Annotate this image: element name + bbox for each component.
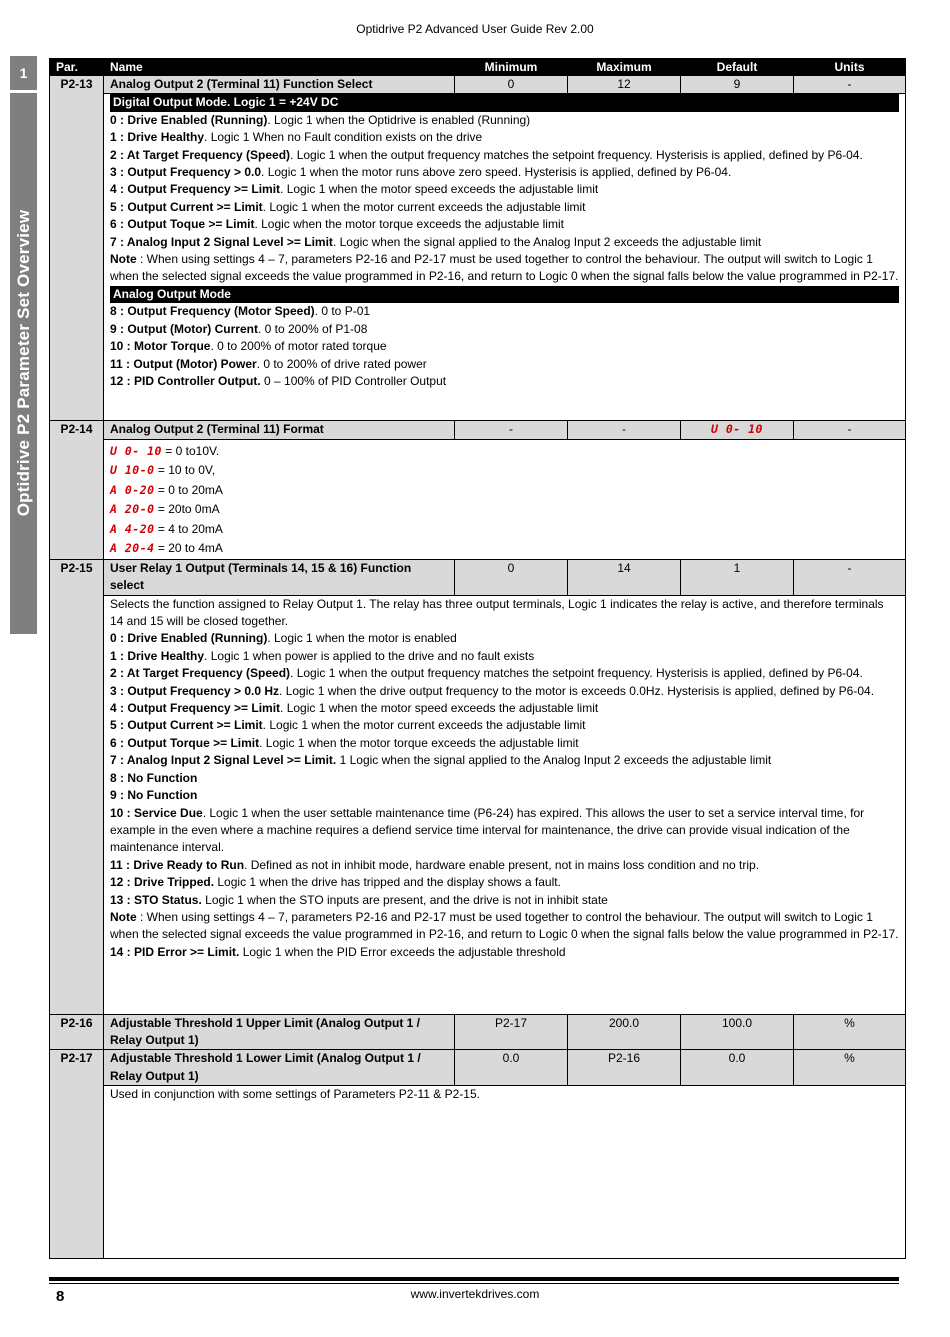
seven-seg-default: U 0- 10: [711, 422, 763, 437]
desc-line: [110, 648, 899, 665]
param-units: %: [794, 1050, 906, 1086]
desc-line-key: 9 : No Function: [110, 788, 198, 803]
desc-line-text: Logic 1 when the PID Error exceeds the adjustable threshold: [239, 944, 566, 959]
desc-line: [110, 700, 899, 717]
desc-line-text: . Logic 1 when the motor current exceeds the adjustable limit: [262, 199, 586, 214]
col-max: Maximum: [568, 59, 681, 76]
format-desc: = 20to 0mA: [154, 502, 220, 517]
format-option: [110, 442, 899, 462]
param-units: -: [794, 559, 906, 595]
desc-line: [110, 181, 899, 198]
param-default: [681, 421, 794, 439]
format-option: [110, 500, 899, 520]
desc-line: [110, 147, 899, 164]
desc-line-text: . Logic 1 when the motor torque exceeds the adjustable limit: [259, 735, 579, 750]
desc-line-text: . Logic 1 when the motor speed exceeds the adjustable limit: [280, 701, 599, 716]
desc-line-text: . Logic 1 when the motor current exceeds the adjustable limit: [262, 718, 586, 733]
page-number: 8: [56, 1288, 65, 1305]
desc-line-key: 3 : Output Frequency > 0.0: [110, 165, 262, 180]
param-id: P2-16: [50, 1014, 104, 1050]
desc-line: [110, 665, 899, 682]
param-name: Adjustable Threshold 1 Upper Limit (Analog Output 1 / Relay Output 1): [104, 1014, 455, 1050]
desc-line-key: 6 : Output Toque >= Limit: [110, 217, 255, 232]
seven-seg-code: U 0- 10: [110, 443, 162, 458]
desc-line-key: 5 : Output Current >= Limit: [110, 718, 263, 733]
param-min: 0: [455, 76, 568, 94]
param-max: 14: [568, 559, 681, 595]
desc-line-key: 12 : PID Controller Output.: [110, 373, 261, 388]
desc-line-key: 4 : Output Frequency >= Limit: [110, 701, 281, 716]
seven-seg-code: U 10-0: [110, 463, 155, 478]
seven-seg-code: A 4-20: [110, 521, 155, 536]
desc-line-text: . Logic 1 when the user settable maintenance time (P6-24) has expired. This allows the user to set a service interval time, for example in the even where a machine requires a defiend service time interval for maintenance, the drive can provide visual indication of the maintenance interval.: [110, 805, 865, 855]
param-desc-text: Used in conjunction with some settings of Parameters P2-11 & P2-15.: [104, 1086, 906, 1259]
desc-line: [110, 373, 899, 390]
desc-line-text: . Defined as not in inhibit mode, hardware enable present, not in mains loss condition and no trip.: [244, 857, 760, 872]
col-name: Name: [104, 59, 455, 76]
param-min: P2-17: [455, 1014, 568, 1050]
desc-line: [110, 356, 899, 373]
footer-rule: [49, 1277, 899, 1281]
desc-line: [110, 770, 899, 787]
param-max: -: [568, 421, 681, 439]
desc-line-text: . Logic 1 When no Fault condition exists on the drive: [204, 130, 483, 145]
desc-line: [110, 303, 899, 320]
desc-line-key: Note: [110, 252, 137, 267]
col-min: Minimum: [455, 59, 568, 76]
desc-line: [110, 944, 899, 961]
param-row-p2-14: [50, 421, 906, 439]
param-name: User Relay 1 Output (Terminals 14, 15 & 16) Function select: [104, 559, 455, 595]
param-min: -: [455, 421, 568, 439]
desc-line: [110, 630, 899, 647]
param-default: 0.0: [681, 1050, 794, 1086]
col-par: Par.: [50, 59, 104, 76]
desc-line: [110, 164, 899, 181]
desc-line: [110, 892, 899, 909]
desc-line-text: . 0 to 200% of P1-08: [257, 321, 368, 336]
footer-rule-thin: [49, 1283, 899, 1284]
desc-line-key: 14 : PID Error >= Limit.: [110, 944, 240, 959]
param-row-p2-13: [50, 76, 906, 94]
desc-line-text: . Logic 1 when the motor is enabled: [267, 631, 457, 646]
footer-url: www.invertekdrives.com: [410, 1287, 540, 1301]
param-id: P2-13: [50, 76, 104, 421]
desc-line-key: 6 : Output Torque >= Limit: [110, 735, 260, 750]
desc-line-key: 4 : Output Frequency >= Limit: [110, 182, 281, 197]
format-desc: = 0 to 20mA: [154, 482, 223, 497]
desc-line-key: 8 : No Function: [110, 770, 198, 785]
desc-line-text: . Logic 1 when the motor runs above zero speed. Hysterisis is applied, defined by P6-04.: [261, 165, 732, 180]
desc-line-text: . Logic 1 when the drive output frequency to the motor is exceeds 0.0Hz. Hysterisis is applied, defined by P6-04.: [279, 683, 875, 698]
param-default: 9: [681, 76, 794, 94]
desc-line-key: Note: [110, 909, 137, 924]
desc-line-text: . 0 to 200% of motor rated torque: [210, 339, 387, 354]
desc-line-text: : When using settings 4 – 7, parameters P2-16 and P2-17 must be used together to control the behaviour. The output will switch to Logic 1 when the selected signal exceeds the value programmed in P2-16, and return to Logic 0 when the signal falls below the value programmed in P2-17.: [110, 909, 899, 942]
desc-line-key: 1 : Drive Healthy: [110, 130, 205, 145]
col-units: Units: [794, 59, 906, 76]
desc-line-text: 1 Logic when the signal applied to the Analog Input 2 exceeds the adjustable limit: [336, 753, 772, 768]
desc-line-key: 5 : Output Current >= Limit: [110, 199, 263, 214]
param-desc-p2-17: [50, 1086, 906, 1259]
param-row-p2-17: [50, 1050, 906, 1086]
desc-line-key: 0 : Drive Enabled (Running): [110, 631, 268, 646]
seven-seg-code: A 20-4: [110, 541, 155, 556]
desc-line-key: 0 : Drive Enabled (Running): [110, 112, 268, 127]
param-units: -: [794, 76, 906, 94]
desc-line-text: . 0 to P-01: [314, 304, 371, 319]
param-units: %: [794, 1014, 906, 1050]
desc-line: [110, 805, 899, 857]
param-row-p2-15: [50, 559, 906, 595]
param-name: Adjustable Threshold 1 Lower Limit (Analog Output 1 / Relay Output 1): [104, 1050, 455, 1086]
param-name: Analog Output 2 (Terminal 11) Function Select: [104, 76, 455, 94]
desc-line: [110, 216, 899, 233]
desc-line-key: 9 : Output (Motor) Current: [110, 321, 258, 336]
param-id: P2-14: [50, 421, 104, 559]
seven-seg-code: A 20-0: [110, 502, 155, 517]
format-option: [110, 539, 899, 559]
digital-mode-bar: Digital Output Mode. Logic 1 = +24V DC: [110, 94, 899, 111]
desc-line: [110, 199, 899, 216]
desc-line: [110, 683, 899, 700]
desc-line-text: Logic 1 when the STO inputs are present, and the drive is not in inhibit state: [201, 892, 608, 907]
param-max: 12: [568, 76, 681, 94]
desc-line-key: 3 : Output Frequency > 0.0 Hz: [110, 683, 280, 698]
seven-seg-code: A 0-20: [110, 482, 155, 497]
desc-line-key: 1 : Drive Healthy: [110, 648, 205, 663]
param-min: 0.0: [455, 1050, 568, 1086]
desc-line-text: . 0 to 200% of drive rated power: [256, 356, 427, 371]
desc-line-key: 10 : Motor Torque: [110, 339, 211, 354]
desc-line-text: . Logic 1 when the motor speed exceeds the adjustable limit: [280, 182, 599, 197]
desc-line: [110, 857, 899, 874]
relay-intro: Selects the function assigned to Relay Output 1. The relay has three output terminals, Logic 1 indicates the relay is active, and therefore terminals 14 and 15 will be closed together.: [110, 596, 884, 629]
format-option: [110, 481, 899, 501]
analog-mode-bar: Analog Output Mode: [110, 286, 899, 303]
param-default: 1: [681, 559, 794, 595]
section-title: Optidrive P2 Parameter Set Overview: [13, 209, 33, 517]
param-row-p2-16: [50, 1014, 906, 1050]
parameter-table: [49, 58, 906, 1259]
desc-line: [110, 735, 899, 752]
desc-line: [110, 787, 899, 804]
desc-line: [110, 112, 899, 129]
param-name: Analog Output 2 (Terminal 11) Format: [104, 421, 455, 439]
desc-line-text: . Logic 1 when the output frequency matches the setpoint frequency. Hysterisis is applied, defined by P6-04.: [290, 147, 863, 162]
desc-line: [110, 909, 899, 944]
desc-line: [110, 251, 899, 286]
param-default: 100.0: [681, 1014, 794, 1050]
format-option: [110, 461, 899, 481]
desc-line: [110, 321, 899, 338]
param-id: P2-17: [50, 1050, 104, 1259]
desc-line-text: 0 – 100% of PID Controller Output: [260, 373, 447, 388]
desc-line-key: 7 : Analog Input 2 Signal Level >= Limit.: [110, 753, 337, 768]
format-desc: = 4 to 20mA: [154, 521, 223, 536]
desc-line-key: 11 : Output (Motor) Power: [110, 356, 257, 371]
desc-line-text: . Logic 1 when power is applied to the drive and no fault exists: [204, 648, 535, 663]
section-side-tab: [10, 56, 37, 634]
param-desc-p2-14: [50, 439, 906, 559]
desc-line: [110, 338, 899, 355]
desc-line-text: . Logic when the motor torque exceeds the adjustable limit: [254, 217, 564, 232]
desc-line-key: 12 : Drive Tripped.: [110, 875, 215, 890]
format-desc: = 20 to 4mA: [154, 541, 223, 556]
param-desc-p2-15: [50, 595, 906, 1014]
desc-line-text: . Logic 1 when the output frequency matches the setpoint frequency. Hysterisis is applied, defined by P6-04.: [290, 666, 863, 681]
format-desc: = 0 to10V.: [161, 443, 220, 458]
desc-line: [110, 129, 899, 146]
format-option: [110, 520, 899, 540]
desc-line-key: 7 : Analog Input 2 Signal Level >= Limit: [110, 234, 333, 249]
desc-line-key: 2 : At Target Frequency (Speed): [110, 147, 291, 162]
section-number: 1: [10, 56, 37, 93]
desc-line: [110, 874, 899, 891]
param-min: 0: [455, 559, 568, 595]
param-max: P2-16: [568, 1050, 681, 1086]
desc-line-text: : When using settings 4 – 7, parameters P2-16 and P2-17 must be used together to control the behaviour. The output will switch to Logic 1 when the selected signal exceeds the value programmed in P2-16, and return to Logic 0 when the signal falls below the value programmed in P2-17.: [110, 252, 899, 284]
desc-line-text: . Logic when the signal applied to the Analog Input 2 exceeds the adjustable limit: [332, 234, 762, 249]
desc-line-key: 10 : Service Due: [110, 805, 203, 820]
desc-line-key: 11 : Drive Ready to Run: [110, 857, 245, 872]
col-default: Default: [681, 59, 794, 76]
desc-line-text: . Logic 1 when the Optidrive is enabled (Running): [267, 112, 531, 127]
table-header-row: [50, 59, 906, 76]
desc-line-text: Logic 1 when the drive has tripped and the display shows a fault.: [214, 875, 561, 890]
desc-line: [110, 752, 899, 769]
param-desc-p2-13: [50, 94, 906, 421]
page-header: Optidrive P2 Advanced User Guide Rev 2.00: [356, 22, 594, 36]
desc-line: [110, 234, 899, 251]
desc-line-key: 13 : STO Status.: [110, 892, 202, 907]
param-id: P2-15: [50, 559, 104, 1014]
format-desc: = 10 to 0V,: [154, 463, 216, 478]
desc-line: [110, 717, 899, 734]
param-max: 200.0: [568, 1014, 681, 1050]
desc-line-key: 2 : At Target Frequency (Speed): [110, 666, 291, 681]
param-units: -: [794, 421, 906, 439]
desc-line-key: 8 : Output Frequency (Motor Speed): [110, 304, 315, 319]
